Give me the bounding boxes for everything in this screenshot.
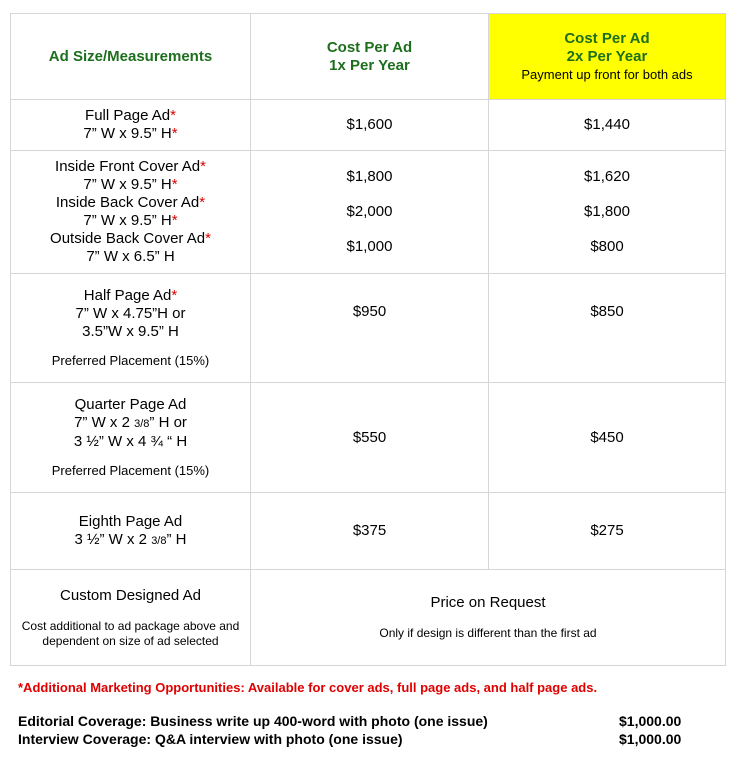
quarter-page-name: Quarter Page Ad xyxy=(74,396,187,413)
ibc-name: Inside Back Cover Ad xyxy=(55,194,200,211)
custom-name: Custom Designed Ad xyxy=(60,586,201,604)
header-2x-line2: 2x Per Year xyxy=(566,48,648,65)
quarter-page-dims2: 3 ½” W x 4 ¾ “ H xyxy=(73,433,188,450)
additional-marketing-note: *Additional Marketing Opportunities: Available for cover ads, full page ads, and half page ads. xyxy=(18,680,598,695)
table-row xyxy=(11,100,726,151)
eighth-page-price-1x: $375 xyxy=(251,493,489,570)
interview-desc: Interview Coverage: Q&A interview with photo (one issue) xyxy=(18,731,403,747)
table-row xyxy=(11,274,726,383)
ibc-price-1x: $2,000 xyxy=(346,203,393,220)
table-row xyxy=(11,570,726,666)
half-page-note: Preferred Placement (15%) xyxy=(51,353,210,368)
custom-cell xyxy=(11,570,251,666)
ifc-price-1x: $1,800 xyxy=(346,168,393,185)
editorial-price: $1,000.00 xyxy=(619,713,682,729)
half-page-price-1x: $950 xyxy=(251,274,489,383)
quarter-page-dims1: 7” W x 2 3/8” H or xyxy=(74,414,187,431)
eighth-page-cell xyxy=(11,493,251,570)
custom-note: Cost additional to ad package above and dependent on size of ad selected xyxy=(21,618,240,648)
header-ad-size: Ad Size/Measurements xyxy=(11,14,251,100)
editorial-desc: Editorial Coverage: Business write up 400-word with photo (one issue) xyxy=(18,713,488,729)
quarter-page-note: Preferred Placement (15%) xyxy=(51,463,210,478)
table-row xyxy=(11,383,726,493)
interview-coverage xyxy=(18,731,682,747)
half-page-dims2: 3.5”W x 9.5” H xyxy=(82,323,179,340)
half-page-cell: Half Page Ad* 7” W x 4.75”H or 3.5”W x 9.5” H Preferred Placement (15%) xyxy=(11,274,251,383)
ibc-dims: 7” W x 9.5” H xyxy=(83,212,172,229)
table-row xyxy=(11,493,726,570)
full-page-dims: 7” W x 9.5” H xyxy=(83,125,172,142)
header-1x-line1: Cost Per Ad xyxy=(326,38,413,56)
table-header-row xyxy=(11,14,726,100)
header-1x-line2: 1x Per Year xyxy=(329,56,410,74)
half-page-dims1: 7” W x 4.75”H or xyxy=(75,305,186,322)
custom-price-cell xyxy=(251,570,726,666)
eighth-page-name: Eighth Page Ad xyxy=(78,512,183,530)
obc-price-2x: $800 xyxy=(590,238,624,255)
covers-price-2x xyxy=(489,151,726,274)
interview-price: $1,000.00 xyxy=(619,731,682,747)
ad-rates-table xyxy=(10,13,726,666)
eighth-page-price-2x: $275 xyxy=(489,493,726,570)
full-page-price-2x: $1,440 xyxy=(489,100,726,151)
obc-dims: 7” W x 6.5” H xyxy=(86,248,175,265)
quarter-page-cell xyxy=(11,383,251,493)
ifc-name: Inside Front Cover Ad xyxy=(55,158,201,175)
eighth-page-dims: 3 ½” W x 2 3/8” H xyxy=(74,530,187,548)
half-page-name: Half Page Ad xyxy=(83,287,172,304)
custom-price: Price on Request xyxy=(430,594,546,611)
covers-price-1x xyxy=(251,151,489,274)
obc-name: Outside Back Cover Ad xyxy=(50,230,206,247)
header-2x-note: Payment up front for both ads xyxy=(521,67,693,82)
full-page-cell: Full Page Ad* 7” W x 9.5” H* xyxy=(11,100,251,151)
full-page-price-1x: $1,600 xyxy=(251,100,489,151)
obc-price-1x: $1,000 xyxy=(346,238,393,255)
editorial-coverage xyxy=(18,713,682,729)
full-page-name: Full Page Ad xyxy=(85,107,171,124)
covers-cell: Inside Front Cover Ad* 7” W x 9.5” H* Inside Back Cover Ad* 7” W x 9.5” H* Outside Back Cover Ad* 7” W x 6.5” H xyxy=(11,151,251,274)
ibc-price-2x: $1,800 xyxy=(584,203,630,220)
header-2x-line1: Cost Per Ad xyxy=(564,30,650,47)
ifc-dims: 7” W x 9.5” H xyxy=(83,176,172,193)
table-row xyxy=(11,151,726,274)
custom-price-note: Only if design is different than the first ad xyxy=(379,626,597,640)
quarter-page-price-1x: $550 xyxy=(251,383,489,493)
header-2x xyxy=(489,14,726,100)
quarter-page-price-2x: $450 xyxy=(489,383,726,493)
ifc-price-2x: $1,620 xyxy=(584,168,630,185)
header-1x xyxy=(251,14,489,100)
half-page-price-2x: $850 xyxy=(489,274,726,383)
